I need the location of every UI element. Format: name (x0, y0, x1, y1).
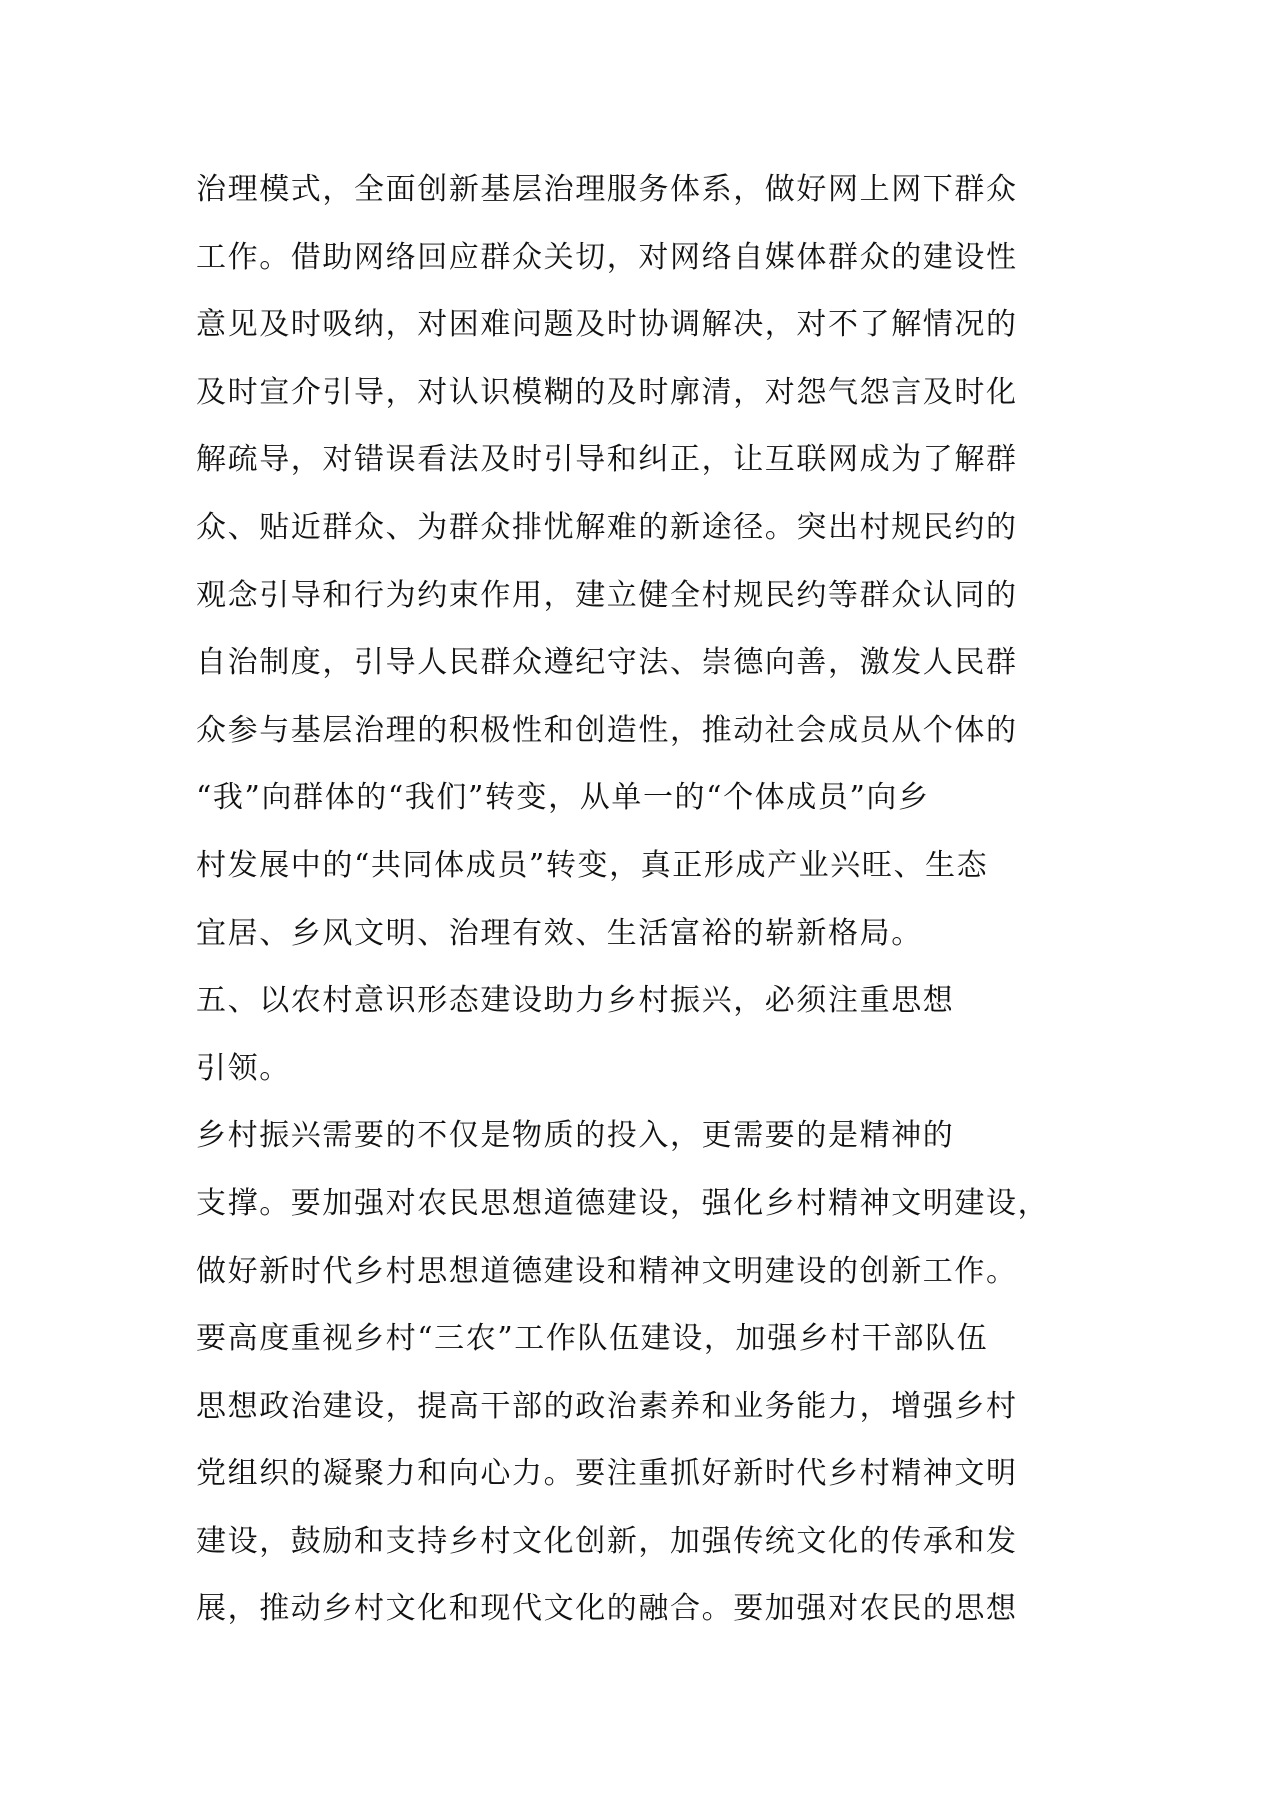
paragraph-line: 及时宣介引导，对认识模糊的及时廓清，对怨气怨言及时化 (196, 374, 1018, 410)
paragraph-line: 工作。借助网络回应群众关切，对网络自媒体群众的建设性 (196, 239, 1018, 275)
paragraph-line: 建设，鼓励和支持乡村文化创新，加强传统文化的传承和发 (196, 1523, 1018, 1559)
paragraph-line: 乡村振兴需要的不仅是物质的投入，更需要的是精神的 (196, 1118, 955, 1154)
paragraph-line: 展，推动乡村文化和现代文化的融合。要加强对农民的思想 (196, 1591, 1018, 1627)
paragraph-line: 自治制度，引导人民群众遵纪守法、崇德向善，激发人民群 (196, 645, 1018, 681)
document-body (196, 156, 1096, 1643)
paragraph-line: 意见及时吸纳，对困难问题及时协调解决，对不了解情况的 (196, 307, 1018, 343)
paragraph-line: 做好新时代乡村思想道德建设和精神文明建设的创新工作。 (196, 1253, 1018, 1289)
paragraph-line: 宜居、乡风文明、治理有效、生活富裕的崭新格局。 (196, 915, 923, 951)
paragraph-line: 众、贴近群众、为群众排忧解难的新途径。突出村规民约的 (196, 509, 1018, 545)
paragraph-line: 村发展中的“共同体成员”转变，真正形成产业兴旺、生态 (196, 847, 989, 883)
paragraph-line: 众参与基层治理的积极性和创造性，推动社会成员从个体的 (196, 712, 1018, 748)
section-heading-line: 引领。 (196, 1050, 291, 1086)
paragraph-line: “我”向群体的“我们”转变，从单一的“个体成员”向乡 (196, 780, 930, 816)
paragraph-line: 解疏导，对错误看法及时引导和纠正，让互联网成为了解群 (196, 442, 1018, 478)
paragraph-line: 要高度重视乡村“三农”工作队伍建设，加强乡村干部队伍 (196, 1321, 989, 1357)
paragraph-line: 观念引导和行为约束作用，建立健全村规民约等群众认同的 (196, 577, 1018, 613)
paragraph-line: 思想政治建设，提高干部的政治素养和业务能力，增强乡村 (196, 1388, 1018, 1424)
paragraph-line: 党组织的凝聚力和向心力。要注重抓好新时代乡村精神文明 (196, 1456, 1018, 1492)
section-heading-line: 五、以农村意识形态建设助力乡村振兴，必须注重思想 (196, 983, 955, 1019)
paragraph-line: 支撑。要加强对农民思想道德建设，强化乡村精神文明建设， (196, 1185, 1050, 1221)
paragraph-line: 治理模式，全面创新基层治理服务体系，做好网上网下群众 (196, 172, 1018, 207)
